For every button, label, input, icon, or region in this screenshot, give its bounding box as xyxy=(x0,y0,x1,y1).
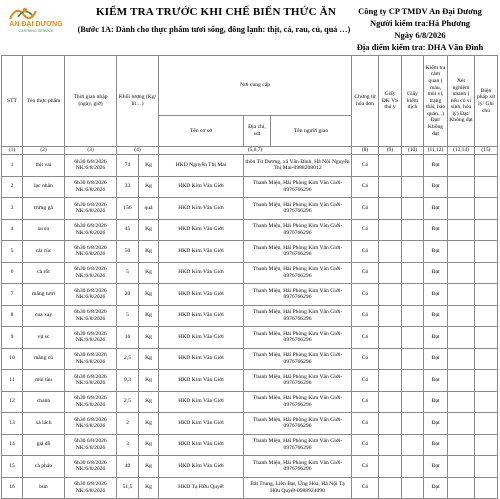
row-invoice: Có xyxy=(352,391,379,413)
row-stt: 2 xyxy=(2,176,23,198)
row-rapid xyxy=(448,176,475,198)
row-cert xyxy=(402,241,424,263)
row-cert xyxy=(402,219,424,241)
company-info xyxy=(340,5,500,53)
row-name: thịt vai xyxy=(23,155,65,177)
row-cert xyxy=(402,262,424,284)
row-unit: Kg xyxy=(139,391,159,413)
row-invoice: Có xyxy=(352,284,379,306)
row-address-contact: Thanh Miện, Hải Phòng Kim Văn Giới-0976766296 xyxy=(244,348,352,370)
row-sensory: Đạt xyxy=(424,391,448,413)
row-name: cua xay xyxy=(23,305,65,327)
table-row xyxy=(2,477,498,499)
row-rapid xyxy=(448,456,475,478)
row-license xyxy=(379,477,402,499)
row-facility: HKD Kim Văn Giới xyxy=(159,434,244,456)
row-rapid xyxy=(448,219,475,241)
row-license xyxy=(379,241,402,263)
row-address-contact: Thanh Miện, Hải Phòng Kim Văn Giới-0976766296 xyxy=(244,219,352,241)
row-license xyxy=(379,327,402,349)
row-license xyxy=(379,434,402,456)
row-time: 6h30 6/8/2026 NK:6/8/2026 xyxy=(65,348,117,370)
inspection-date: Ngày 6/8/2026 xyxy=(394,30,446,40)
row-address-contact: Thanh Miện, Hải Phòng Kim Văn Giới-0976766296 xyxy=(244,262,352,284)
table-row xyxy=(2,176,498,198)
row-license xyxy=(379,370,402,392)
document-subtitle: (Bước 1A: Dành cho thực phẩm tươi sống, đông lạnh: thịt, cá, rau, củ, quả …) xyxy=(77,25,351,34)
row-facility: HKD Kim Văn Giới xyxy=(159,219,244,241)
row-unit: Kg xyxy=(139,219,159,241)
table-row xyxy=(2,456,498,478)
row-sensory: Đạt xyxy=(424,413,448,435)
row-action xyxy=(475,262,498,284)
row-facility: HKD Kim Văn Giới xyxy=(159,391,244,413)
header-facility: Tên cơ sở xyxy=(159,116,244,147)
row-invoice: Có xyxy=(352,155,379,177)
row-name: cà rốt xyxy=(23,262,65,284)
row-unit: Kg xyxy=(139,305,159,327)
row-cert xyxy=(402,155,424,177)
row-invoice: Có xyxy=(352,262,379,284)
row-stt: 15 xyxy=(2,456,23,478)
row-sensory: Đạt xyxy=(424,327,448,349)
row-action xyxy=(475,284,498,306)
row-time: 6h30 6/8/2026 NK:6/8/2026 xyxy=(65,155,117,177)
row-facility: HKD Kim Văn Giới xyxy=(159,176,244,198)
row-name: bún xyxy=(23,477,65,499)
row-sensory: Đạt xyxy=(424,456,448,478)
row-facility: HKD Kim Văn Giới xyxy=(159,456,244,478)
table-row xyxy=(2,155,498,177)
row-name: măng củ xyxy=(23,348,65,370)
row-rapid xyxy=(448,284,475,306)
row-rapid xyxy=(448,241,475,263)
row-facility: HKD Kim Văn Giới xyxy=(159,327,244,349)
table-row xyxy=(2,284,498,306)
row-facility: HKD Kim Văn Giới xyxy=(159,262,244,284)
row-name: mùi tàu xyxy=(23,370,65,392)
row-time: 6h30 6/8/2026 NK:6/8/2026 xyxy=(65,284,117,306)
table-row xyxy=(2,219,498,241)
row-qty: 20 xyxy=(117,284,139,306)
row-stt: 9 xyxy=(2,327,23,349)
col-number: (8) xyxy=(352,147,379,155)
row-license xyxy=(379,176,402,198)
company-logo xyxy=(4,1,68,35)
row-qty: 16 xyxy=(117,327,139,349)
row-address-contact: Thanh Miện, Hải Phòng Kim Văn Giới-0976766296 xyxy=(244,198,352,220)
col-number: (11,12) xyxy=(424,147,448,155)
row-cert xyxy=(402,413,424,435)
row-qty: 74 xyxy=(117,155,139,177)
row-sensory: Đạt xyxy=(424,348,448,370)
row-cert xyxy=(402,434,424,456)
row-unit: Kg xyxy=(139,176,159,198)
row-facility: HKD Kim Văn Giới xyxy=(159,241,244,263)
header-invoice: Chứng từ hóa đơn xyxy=(352,56,379,147)
row-address-contact: Thanh Miện, Hải Phòng Kim Văn Giới-0976766296 xyxy=(244,284,352,306)
row-rapid xyxy=(448,370,475,392)
row-license xyxy=(379,198,402,220)
table-row xyxy=(2,327,498,349)
row-license xyxy=(379,391,402,413)
row-unit: Kg xyxy=(139,284,159,306)
row-name: vịt sc xyxy=(23,327,65,349)
row-action xyxy=(475,241,498,263)
row-stt: 4 xyxy=(2,219,23,241)
row-unit: Kg xyxy=(139,434,159,456)
col-number: (9) xyxy=(379,147,402,155)
row-cert xyxy=(402,198,424,220)
row-cert xyxy=(402,391,424,413)
row-invoice: Có xyxy=(352,370,379,392)
row-stt: 16 xyxy=(2,477,23,499)
row-qty: 3 xyxy=(117,434,139,456)
header-qty: Khối lượng (Kg/ lít…) xyxy=(117,56,159,147)
row-address-contact: Thanh Miện, Hải Phòng Kim Văn Giới-0976766296 xyxy=(244,241,352,263)
row-rapid xyxy=(448,348,475,370)
table-row xyxy=(2,370,498,392)
col-number: (3) xyxy=(65,147,117,155)
row-time: 6h30 6/8/2026 NK:6/8/2026 xyxy=(65,327,117,349)
row-address-contact: Thanh Miện, Hải Phòng Kim Văn Giới-0976766296 xyxy=(244,176,352,198)
row-action xyxy=(475,477,498,499)
row-cert xyxy=(402,477,424,499)
row-rapid xyxy=(448,477,475,499)
table-row xyxy=(2,391,498,413)
row-qty: 33 xyxy=(117,176,139,198)
row-qty: 45 xyxy=(117,219,139,241)
row-stt: 12 xyxy=(2,391,23,413)
row-license xyxy=(379,456,402,478)
row-unit: Kg xyxy=(139,262,159,284)
header-license: Giấy ĐK VS thú y xyxy=(379,56,402,147)
row-address-contact: Thanh Miện, Hải Phòng Kim Văn Giới-0976766296 xyxy=(244,456,352,478)
header-rapid: Xét nghiệm nhanh ( nếu có vi sinh, hóa lý) Đạt/ Không đạt xyxy=(448,56,475,147)
table-row xyxy=(2,198,498,220)
row-facility: HKD Kim Văn Giới xyxy=(159,305,244,327)
row-unit: Kg xyxy=(139,348,159,370)
row-sensory: Đạt xyxy=(424,155,448,177)
row-invoice: Có xyxy=(352,327,379,349)
row-unit: Kg xyxy=(139,327,159,349)
row-stt: 1 xyxy=(2,155,23,177)
row-invoice: Có xyxy=(352,198,379,220)
row-sensory: Đạt xyxy=(424,241,448,263)
svg-text:CATERING SERVICE: CATERING SERVICE xyxy=(18,29,54,33)
table-row xyxy=(2,434,498,456)
row-invoice: Có xyxy=(352,348,379,370)
row-rapid xyxy=(448,434,475,456)
row-sensory: Đạt xyxy=(424,434,448,456)
row-qty: 2 xyxy=(117,413,139,435)
row-stt: 6 xyxy=(2,262,23,284)
row-address-contact: Thanh Miện, Hải Phòng Kim Văn Giới-0976766296 xyxy=(244,434,352,456)
row-time: 6h30 6/8/2026 NK:6/8/2026 xyxy=(65,370,117,392)
row-sensory: Đạt xyxy=(424,219,448,241)
row-name: chanh xyxy=(23,391,65,413)
table-row xyxy=(2,241,498,263)
row-qty: 40 xyxy=(117,456,139,478)
row-rapid xyxy=(448,305,475,327)
row-sensory: Đạt xyxy=(424,477,448,499)
row-qty: 51,5 xyxy=(117,477,139,499)
col-number: (5,6,7) xyxy=(159,147,352,155)
row-qty: 5 xyxy=(117,262,139,284)
row-invoice: Có xyxy=(352,413,379,435)
row-cert xyxy=(402,176,424,198)
row-invoice: Có xyxy=(352,477,379,499)
row-sensory: Đạt xyxy=(424,198,448,220)
row-stt: 7 xyxy=(2,284,23,306)
row-cert xyxy=(402,348,424,370)
row-action xyxy=(475,391,498,413)
row-facility: HKD Kim Văn Giới xyxy=(159,198,244,220)
row-stt: 5 xyxy=(2,241,23,263)
row-name: lạc nhân xyxy=(23,176,65,198)
row-rapid xyxy=(448,262,475,284)
row-stt: 10 xyxy=(2,348,23,370)
inspector: Người kiểm tra:Hà Phương xyxy=(369,18,471,28)
row-address-contact: Bát Trung, Liên Bạt, Ứng Hòa, Hà Nội Tạ Hữu Quyết-0988924090 xyxy=(244,477,352,499)
row-qty: 2,5 xyxy=(117,348,139,370)
col-number: (4) xyxy=(117,147,159,155)
row-action xyxy=(475,219,498,241)
row-rapid xyxy=(448,413,475,435)
svg-text:AN ĐẠI DƯƠNG: AN ĐẠI DƯƠNG xyxy=(9,21,63,28)
row-time: 6h30 6/8/2026 NK:6/8/2026 xyxy=(65,434,117,456)
col-number: (13,14) xyxy=(448,147,475,155)
row-rapid xyxy=(448,198,475,220)
row-rapid xyxy=(448,327,475,349)
row-license xyxy=(379,348,402,370)
row-facility: HKD Kim Văn Giới xyxy=(159,413,244,435)
row-invoice: Có xyxy=(352,434,379,456)
row-cert xyxy=(402,284,424,306)
row-time: 6h30 6/8/2026 NK:6/8/2026 xyxy=(65,391,117,413)
row-cert xyxy=(402,327,424,349)
row-sensory: Đạt xyxy=(424,370,448,392)
row-stt: 13 xyxy=(2,413,23,435)
row-facility: HKD Kim Văn Giới xyxy=(159,370,244,392)
row-license xyxy=(379,413,402,435)
row-qty: 5 xyxy=(117,305,139,327)
col-number: (15) xyxy=(475,147,498,155)
row-qty: 0,3 xyxy=(117,370,139,392)
row-stt: 3 xyxy=(2,198,23,220)
header-sensory: Kiểm tra cảm quan ( màu, mùi vị, trạng thái, bảo quản...) Đạt/ Không đạt xyxy=(424,56,448,147)
row-invoice: Có xyxy=(352,176,379,198)
row-facility: HKD Kim Văn Giới xyxy=(159,348,244,370)
row-address-contact: Thanh Miện, Hải Phòng Kim Văn Giới-0976766296 xyxy=(244,413,352,435)
row-name: trứng gà xyxy=(23,198,65,220)
row-action xyxy=(475,198,498,220)
header-time: Thời gian nhập (ngày, giờ) xyxy=(65,56,117,147)
col-number: (1) xyxy=(2,147,23,155)
row-time: 6h30 6/8/2026 NK:6/8/2026 xyxy=(65,477,117,499)
row-invoice: Có xyxy=(352,219,379,241)
col-number: (10) xyxy=(402,147,424,155)
row-invoice: Có xyxy=(352,456,379,478)
row-name: giá đỗ xyxy=(23,434,65,456)
row-action xyxy=(475,370,498,392)
inspection-location: Địa điểm kiểm tra: DHA Văn Đình xyxy=(356,42,484,52)
row-action xyxy=(475,327,498,349)
row-unit: Kg xyxy=(139,370,159,392)
row-unit: Kg xyxy=(139,456,159,478)
row-time: 6h30 6/8/2026 NK:6/8/2026 xyxy=(65,305,117,327)
table-row xyxy=(2,305,498,327)
table-row xyxy=(2,413,498,435)
row-time: 6h30 6/8/2026 NK:6/8/2026 xyxy=(65,219,117,241)
row-address-contact: Thanh Miện, Hải Phòng Kim Văn Giới-0976766296 xyxy=(244,327,352,349)
row-qty: 2,5 xyxy=(117,391,139,413)
row-stt: 14 xyxy=(2,434,23,456)
row-time: 6h30 6/8/2026 NK:6/8/2026 xyxy=(65,198,117,220)
row-license xyxy=(379,262,402,284)
header-deliverer: Tên người giao xyxy=(271,116,352,147)
row-unit: Kg xyxy=(139,477,159,499)
header-action: Biện pháp xử lý/ Ghi chú xyxy=(475,56,498,147)
row-license xyxy=(379,305,402,327)
row-time: 6h30 6/8/2026 NK:6/8/2026 xyxy=(65,241,117,263)
row-action xyxy=(475,413,498,435)
row-cert xyxy=(402,370,424,392)
row-unit: quả xyxy=(139,198,159,220)
row-qty: 50 xyxy=(117,241,139,263)
row-sensory: Đạt xyxy=(424,305,448,327)
row-facility: HKD Kim Văn Giới xyxy=(159,284,244,306)
row-action xyxy=(475,456,498,478)
row-cert xyxy=(402,456,424,478)
row-name: su su xyxy=(23,219,65,241)
row-address-contact: Thanh Miện, Hải Phòng Kim Văn Giới-0976766296 xyxy=(244,305,352,327)
row-unit: Kg xyxy=(139,413,159,435)
row-facility: HKD Nguyễn Thị Mai xyxy=(159,155,244,177)
header-cert: Giấy kiểm dịch xyxy=(402,56,424,147)
row-time: 6h30 6/8/2026 NK:6/8/2026 xyxy=(65,176,117,198)
table-row xyxy=(2,348,498,370)
row-action xyxy=(475,348,498,370)
row-time: 6h30 6/8/2026 NK:6/8/2026 xyxy=(65,456,117,478)
row-license xyxy=(379,219,402,241)
row-time: 6h30 6/8/2026 NK:6/8/2026 xyxy=(65,262,117,284)
row-invoice: Có xyxy=(352,305,379,327)
row-invoice: Có xyxy=(352,241,379,263)
row-unit: Kg xyxy=(139,241,159,263)
header-address: Địa chỉ, sdt xyxy=(244,116,271,147)
row-unit: Kg xyxy=(139,155,159,177)
row-license xyxy=(379,155,402,177)
header-supplier: Nơi cung cấp xyxy=(159,56,352,116)
row-stt: 8 xyxy=(2,305,23,327)
row-action xyxy=(475,305,498,327)
row-facility: HKD Tạ Hữu Quyết xyxy=(159,477,244,499)
document-title: KIỂM TRA TRƯỚC KHI CHẾ BIẾN THỨC ĂN xyxy=(96,6,336,18)
row-name: măng tươi xyxy=(23,284,65,306)
row-time: 6h30 6/8/2026 NK:6/8/2026 xyxy=(65,413,117,435)
row-license xyxy=(379,284,402,306)
row-qty: 156 xyxy=(117,198,139,220)
row-address-contact: Thanh Miện, Hải Phòng Kim Văn Giới-0976766296 xyxy=(244,391,352,413)
row-action xyxy=(475,176,498,198)
row-address-contact: Thanh Miện, Hải Phòng Kim Văn Giới-0976766296 xyxy=(244,370,352,392)
row-rapid xyxy=(448,155,475,177)
company-name: Công ty CP TMDV An Đại Dương xyxy=(358,6,482,16)
col-number: (2) xyxy=(23,147,65,155)
row-action xyxy=(475,434,498,456)
row-name: cải cúc xyxy=(23,241,65,263)
header-stt: STT xyxy=(2,56,23,147)
row-sensory: Đạt xyxy=(424,262,448,284)
row-stt: 11 xyxy=(2,370,23,392)
row-action xyxy=(475,155,498,177)
row-name: xả lách xyxy=(23,413,65,435)
row-rapid xyxy=(448,391,475,413)
row-sensory: Đạt xyxy=(424,284,448,306)
table-row xyxy=(2,262,498,284)
header-name: Tên thực phẩm xyxy=(23,56,65,147)
row-sensory: Đạt xyxy=(424,176,448,198)
row-cert xyxy=(402,305,424,327)
inspection-table xyxy=(1,55,498,499)
row-name: cà pháo xyxy=(23,456,65,478)
row-address-contact: thôn Từ Dương, xã Văn Đình, Hà Nội Nguyễn Thị Mai-0988208012 xyxy=(244,155,352,177)
